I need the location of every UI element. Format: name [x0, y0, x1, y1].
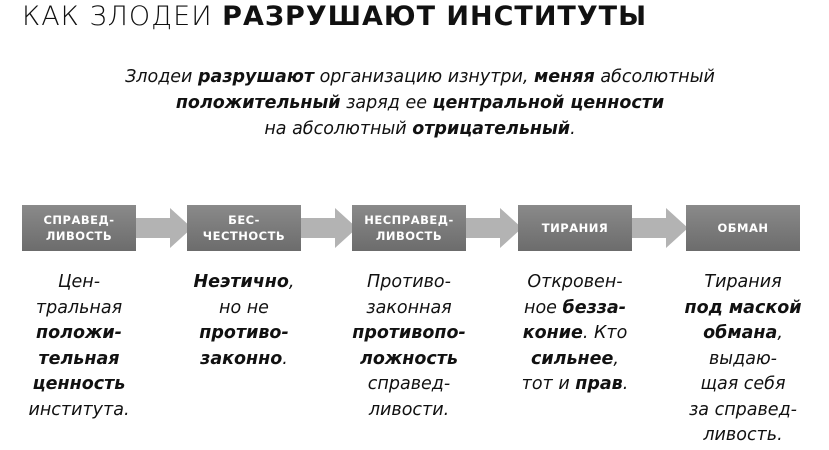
- intro-line: [40, 116, 800, 142]
- text-segment: .: [570, 119, 576, 139]
- emphasis-text: под маской обмана: [684, 297, 802, 343]
- text-segment: , но не: [219, 272, 295, 318]
- intro-line: [40, 64, 800, 90]
- emphasis-text: противо- законно: [199, 323, 289, 369]
- stage-description-dishonesty: [169, 270, 319, 372]
- emphasis-text: положительный: [175, 93, 341, 113]
- emphasis-text: отрицательный: [412, 119, 571, 139]
- title-light: КАК ЗЛОДЕИ: [22, 1, 223, 32]
- text-segment: Тирания: [704, 272, 782, 292]
- text-segment: института.: [28, 399, 130, 420]
- stage-justice: [22, 205, 136, 251]
- stage-injustice: [352, 205, 466, 251]
- stage-description-tyranny: [504, 270, 646, 398]
- stage-description-justice: [14, 270, 144, 423]
- text-segment: Цен- тральная: [35, 272, 123, 318]
- stage-label: СПРАВЕД- ЛИВОСТЬ: [43, 213, 115, 243]
- emphasis-text: прав: [575, 374, 623, 394]
- text-segment: . Кто: [582, 323, 628, 343]
- text-segment: Противо- законная: [366, 272, 452, 318]
- intro-text: [40, 64, 800, 142]
- emphasis-text: разрушают: [198, 67, 314, 87]
- stage-description-deception: [670, 270, 816, 449]
- stage-flow: [0, 205, 829, 255]
- stage-description-injustice: [336, 270, 482, 423]
- arrow-right-icon: [462, 208, 522, 248]
- emphasis-text: центральной ценности: [432, 93, 665, 113]
- emphasis-text: противопо- ложность: [352, 323, 466, 369]
- text-segment: организацию изнутри,: [314, 67, 534, 87]
- text-segment: абсолютный: [594, 67, 715, 87]
- stage-deception: [686, 205, 800, 251]
- arrow-right-icon: [297, 208, 357, 248]
- text-segment: .: [622, 374, 629, 394]
- emphasis-text: положи- тельная ценность: [32, 323, 126, 394]
- text-segment: заряд ее: [340, 93, 433, 113]
- intro-line: [40, 90, 800, 116]
- stage-label: НЕСПРАВЕД- ЛИВОСТЬ: [364, 213, 454, 243]
- text-segment: справед- ливости.: [367, 374, 451, 420]
- title-bold: РАЗРУШАЮТ ИНСТИТУТЫ: [222, 1, 648, 32]
- emphasis-text: меняя: [534, 67, 595, 87]
- text-segment: Злодеи: [125, 67, 198, 87]
- emphasis-text: Неэтично: [193, 272, 289, 292]
- text-segment: , выдаю- щая себя за справед- ливость.: [689, 323, 797, 445]
- text-segment: Откровен- ное: [524, 272, 623, 318]
- arrow-right-icon: [132, 208, 192, 248]
- emphasis-text: безза- коние: [522, 297, 626, 343]
- text-segment: , тот и: [521, 348, 619, 394]
- text-segment: .: [282, 348, 288, 369]
- stage-label: ТИРАНИЯ: [541, 221, 609, 235]
- stage-dishonesty: [187, 205, 301, 251]
- stage-tyranny: [518, 205, 632, 251]
- arrow-right-icon: [628, 208, 688, 248]
- emphasis-text: сильнее: [531, 348, 614, 369]
- stage-label: ОБМАН: [717, 221, 769, 235]
- stage-label: БЕС- ЧЕСТНОСТЬ: [202, 213, 286, 243]
- text-segment: на абсолютный: [264, 119, 413, 139]
- page-title: [22, 0, 647, 34]
